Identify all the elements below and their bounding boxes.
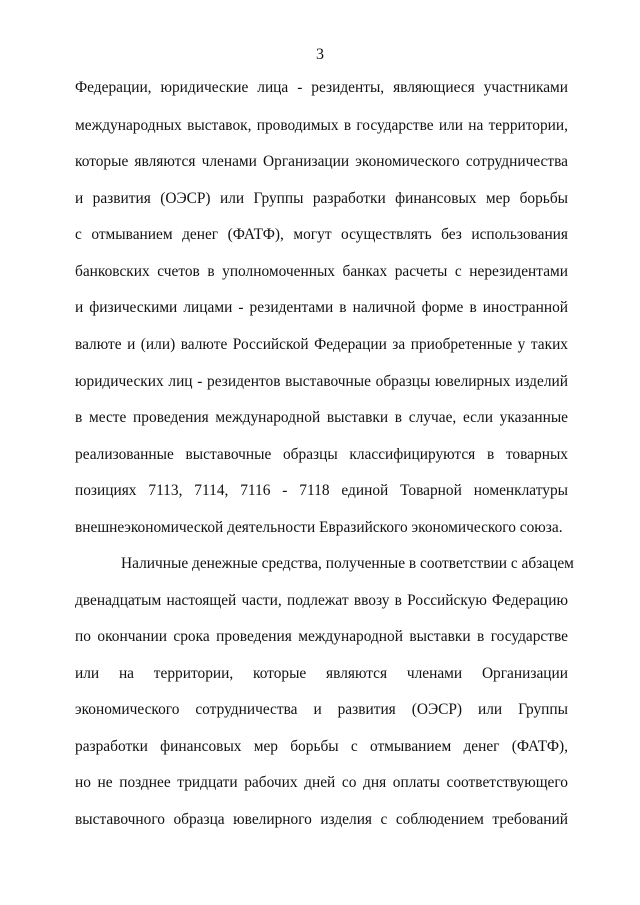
text-line: Федерации, юридические лица - резиденты, являющиеся участниками <box>75 79 568 96</box>
text-line: позициях 7113, 7114, 7116 - 7118 единой Товарной номенклатуры <box>75 482 568 499</box>
text-line: но не позднее тридцати рабочих дней со дня оплаты соответствующего <box>75 774 568 791</box>
text-line: с отмыванием денег (ФАТФ), могут осуществлять без использования <box>75 226 568 243</box>
text-line: экономического сотрудничества и развития (ОЭСР) или Группы <box>75 701 568 718</box>
text-line: валюте и (или) валюте Российской Федерации за приобретенные у таких <box>75 336 568 353</box>
text-line: в месте проведения международной выставки в случае, если указанные <box>75 409 568 426</box>
page-number: 3 <box>316 46 324 63</box>
text-line: выставочного образца ювелирного изделия с соблюдением требований <box>75 811 568 828</box>
text-line: по окончании срока проведения международной выставки в государстве <box>75 628 568 645</box>
text-line: разработки финансовых мер борьбы с отмыванием денег (ФАТФ), <box>75 738 568 755</box>
text-line: юридических лиц - резидентов выставочные образцы ювелирных изделий <box>75 373 568 390</box>
text-line: банковских счетов в уполномоченных банках расчеты с нерезидентами <box>75 263 568 280</box>
text-line: внешнеэкономической деятельности Евразийского экономического союза. <box>75 519 563 536</box>
text-line: и физическими лицами - резидентами в наличной форме в иностранной <box>75 299 568 316</box>
text-line: международных выставок, проводимых в государстве или на территории, <box>75 117 568 134</box>
text-line: реализованные выставочные образцы классифицируются в товарных <box>75 446 568 463</box>
text-line: и развития (ОЭСР) или Группы разработки финансовых мер борьбы <box>75 190 568 207</box>
text-line: двенадцатым настоящей части, подлежат ввозу в Российскую Федерацию <box>75 592 568 609</box>
text-line: которые являются членами Организации экономического сотрудничества <box>75 153 568 170</box>
text-line: или на территории, которые являются членами Организации <box>75 665 568 682</box>
text-line-indented: Наличные денежные средства, полученные в соответствии с абзацем <box>121 555 574 572</box>
